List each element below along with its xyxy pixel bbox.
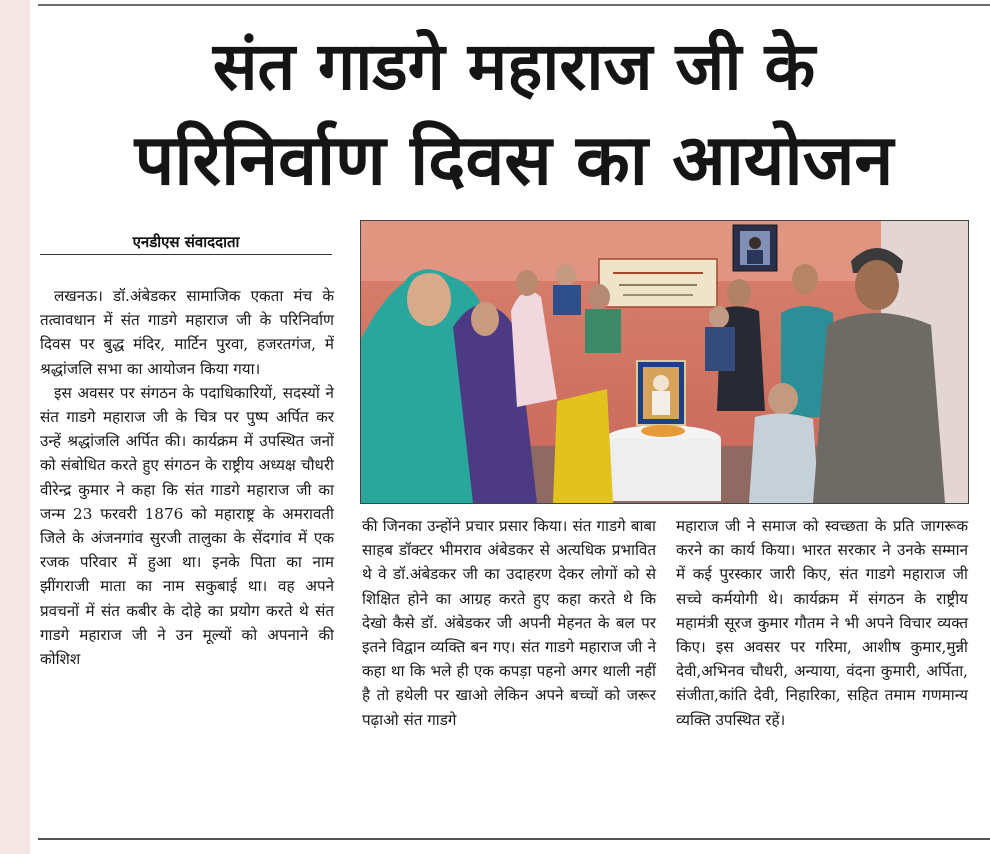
page-margin-strip [0,0,30,854]
article-paragraph: इस अवसर पर संगठन के पदाधिकारियों, सदस्यों ने संत गाडगे महाराज जी के चित्र पर पुष्प अर्पित कर उन्हें श्रद्धांजलि अर्पित की। कार्यक्रम में उपस्थित जनों को संबोधित करते हुए संगठन के राष्ट्रीय अध्यक्ष चौधरी वीरेन्द्र कुमार ने कहा कि संत गाडगे महाराज जी का जन्म 23 फरवरी 1876 को महाराष्ट्र के अमरावती जिले के अंजनगांव सुरजी तालुका के सेंदगांव में एक रजक परिवार में हुआ था। इनके पिता का नाम झींगराजी माता का नाम सकुबाई था। वह अपने प्रवचनों में संत कबीर के दोहे का प्रयोग करते थे संत गाडगे महाराज जी ने उन मूल्यों को अपनाने की कोशिश [40,383,334,669]
article-column-3: महाराज जी ने समाज को स्वच्छता के प्रति जागरूक करने का कार्य किया। भारत सरकार ने उनके सम्मान में कई पुरस्कार जारी किए, संत गाडगे महाराज जी सच्चे कर्मयोगी थे। कार्यक्रम में संगठन के राष्ट्रीय महामंत्री सूरज कुमार गौतम ने भी अपने विचार व्यक्त किए। इस अवसर पर गरिमा, आशीष कुमार,मुन्नी देवी,अभिनव चौधरी, अन्याया, वंदना कुमारी, अर्पिता, संजीता,कांति देवी, निहारिका, सहित तमाम गणमान्य व्यक्ति उपस्थित रहें। [676,517,968,729]
news-photo [360,220,969,504]
photo-illustration [361,221,968,503]
bottom-rule [38,838,990,840]
byline: एनडीएस संवाददाता [132,233,240,251]
article-column-1 [40,284,334,671]
top-rule [38,4,990,6]
byline-rule [40,254,332,255]
article-paragraph: लखनऊ। डॉ.अंबेडकर सामाजिक एकता मंच के तत्वावधान में संत गाडगे महाराज जी के परिनिर्वाण दिवस पर बुद्ध मंदिर, मार्टिन पुरवा, हजरतगंज, में श्रद्धांजलि सभा का आयोजन किया गया। [40,287,334,378]
headline-line-2: परिनिर्वाण दिवस का आयोजन [134,119,894,201]
headline-line-1: संत गाडगे महाराज जी के [212,28,816,105]
article-column-2: की जिनका उन्होंने प्रचार प्रसार किया। संत गाडगे बाबा साहब डॉक्टर भीमराव अंबेडकर से अत्यधिक प्रभावित थे वे डॉ.अंबेडकर जी का उदाहरण देकर लोगों को से शिक्षित होने का आग्रह करते हुए कहा करते थे कि देखो कैसे डॉ. अंबेडकर जी अपनी मेहनत के बल पर इतने विद्वान व्यक्ति बन गए। संत गाडगे महाराज जी ने कहा था कि भले ही एक कपड़ा पहनो अगर थाली नहीं है तो हथेली पर खाओ लेकिन अपने बच्चों को जरूर पढ़ाओ संत गाडगे [362,517,656,729]
